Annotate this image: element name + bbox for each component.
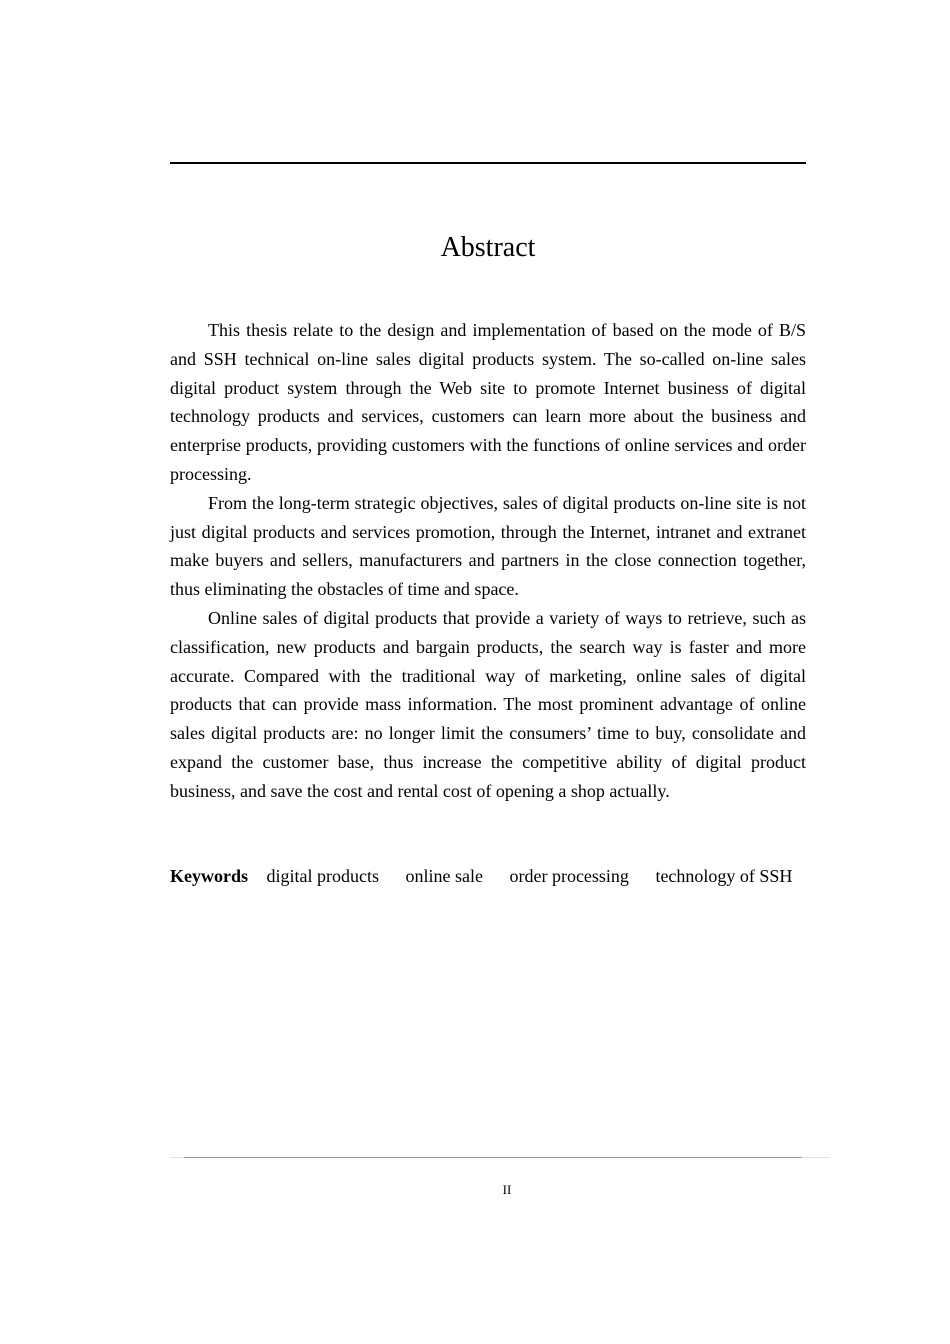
keyword-item: online sale [405, 866, 483, 886]
keywords-line [170, 862, 806, 891]
header-rule [170, 162, 806, 164]
abstract-body [170, 316, 806, 806]
abstract-paragraph-2: From the long-term strategic objectives, sales of digital products on-line site is not just digital products and services promotion, through the Internet, intranet and extranet make buyers and sellers, manufacturers and partners in the close connection together, thus eliminating the obstacles of time and space. [170, 492, 806, 600]
page-number: II [502, 1182, 512, 1197]
abstract-title: Abstract [440, 232, 536, 263]
keyword-item: order processing [509, 866, 629, 886]
keyword-item: digital products [266, 866, 379, 886]
keyword-item: technology of SSH [655, 866, 793, 886]
footer-rule-inner [184, 1157, 802, 1158]
abstract-paragraph-1: This thesis relate to the design and implementation of based on the mode of B/S and SSH technical on-line sales digital products system. The so-called on-line sales digital product system through the Web site to promote Internet business of digital technology products and services, customers can learn more about the business and enterprise products, providing customers with the functions of online services and order processing. [170, 320, 806, 484]
abstract-paragraph-3: Online sales of digital products that provide a variety of ways to retrieve, such as classification, new products and bargain products, the search way is faster and more accurate. Compared with the traditional way of marketing, online sales of digital products that can provide mass information. The most prominent advantage of online sales digital products are: no longer limit the consumers’ time to buy, consolidate and expand the customer base, thus increase the competitive ability of digital product business, and save the cost and rental cost of opening a shop actually. [170, 607, 806, 801]
keywords-label: Keywords [170, 866, 248, 886]
